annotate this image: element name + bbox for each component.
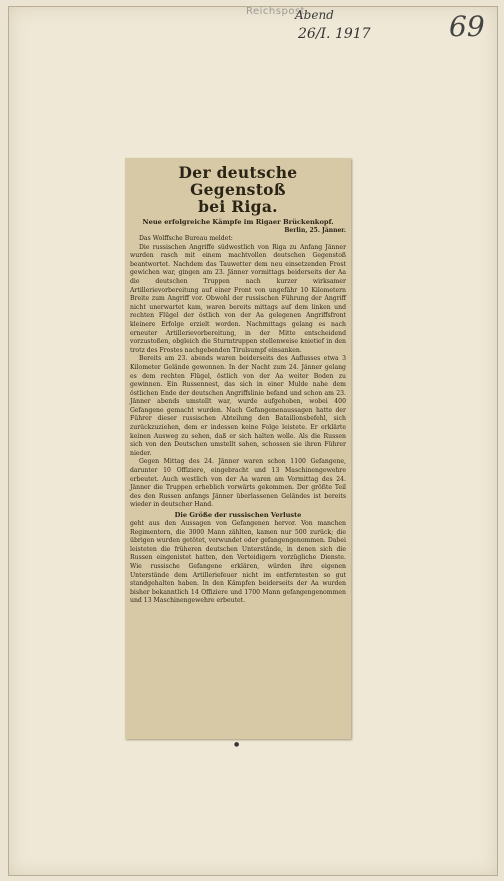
end-mark: ● <box>234 741 240 748</box>
article-paragraph: Das Wolffsche Bureau meldet: <box>139 235 233 242</box>
handwritten-edition-note: Abend <box>295 8 334 22</box>
section-heading: Die Größe der russischen Verluste <box>174 511 302 519</box>
article-paragraph: Die russischen Angriffe südwestlich von Riga zu Anfang Jänner wurden rasch mit einem machtvollen deutschen Gegenstoß beantwortet. Nachdem das Tauwetter dem neu einsetzenden Frost gewichen war, gingen am 23. Jänner vormittags beiderseits der Aa die deutschen Truppen nach kurzer wirksamer Artillerievorbereitung auf einer Front von ungefähr 10 Kilometern Breite zum Angriff vor. Obwohl der russischen Führung der Angriff nicht unerwartet kam, waren bereits mittags auf dem linken und rechten Flügel der östlich von der Aa gelegenen Angriffsfront kleinere Erfolge erzielt worden. Nachmittags gelang es nach erneuter Artillerievorbereitung, in der Mitte entscheidend vorzustoßen, obgleich die Sturmtruppen stellenweise knietief in den trotz des Frostes nachgebenden Tirulsumpf einsanken. <box>130 243 346 354</box>
page-number: 69 <box>449 10 485 43</box>
article-paragraph: Gegen Mittag des 24. Jänner waren schon 1100 Gefangene, darunter 10 Offiziere, eingebracht und 13 Maschinengewehre erbeutet. Auch westlich von der Aa waren am Vormittag des 24. Jänner die Truppen erheblich vorwärts gekommen. Der größte Teil des den Russen anfangs Jänner überlassenen Geländes ist bereits wieder in deutscher Hand. <box>130 458 346 509</box>
newspaper-clipping <box>125 158 351 739</box>
article-subhead: Neue erfolgreiche Kämpfe im Rigaer Brückenkopf. <box>142 218 334 226</box>
newspaper-stamp: Reichspost <box>246 6 306 17</box>
article-dateline: Berlin, 25. Jänner. <box>284 227 346 234</box>
article-closing-paragraph: geht aus den Aussagen von Gefangenen hervor. Von manchen Regimentern, die 3000 Mann zählten, kamen nur 500 zurück; die übrigen wurden getötet, verwundet oder gefangengenommen. Dabei leisteten die früheren deutschen Unterstände, in denen sich die Russen eingenistet hatten, den Verteidigern vorzügliche Dienste. Wie russische Gefangene erklären, würden ihre eigenen Unterstände dem Artilleriefeuer nicht im entferntesten so gut standgehalten haben. In den Kämpfen beiderseits der Aa wurden bisher bekanntlich 14 Offiziere und 1700 Mann gefangengenommen und 13 Maschinengewehre erbeutet. <box>130 520 346 605</box>
headline-line-1: Der deutsche Gegenstoß <box>178 163 298 199</box>
article-paragraph: Bereits am 23. abends waren beiderseits des Aaflusses etwa 3 Kilometer Gelände gewonnen. In der Nacht zum 24. Jänner gelang es dem rechten Flügel, östlich von der Aa weiter Boden zu gewinnen. Ein Russennest, das sich in einer Mulde nahe dem östlichen Ende der deutschen Angriffslinie befand und schon am 23. Jänner abends umstellt war, wurde aufgehoben, wobei 400 Gefangene gemacht wurden. Nach Gefangenenaussagen hatte der Führer dieser russischen Abteilung den Bataillonsbefehl, sich zurückzuziehen, dem er indessen keine Folge leistete. Er erklärte keinen Ausweg zu sehen, daß er sich halten wolle. Als die Russen sich von den Deutschen umstellt sahen, schossen sie ihren Führer nieder. <box>130 355 346 457</box>
handwritten-date: 26/I. 1917 <box>298 26 371 42</box>
headline-line-2: bei Riga. <box>198 197 278 216</box>
article-headline <box>130 164 346 215</box>
